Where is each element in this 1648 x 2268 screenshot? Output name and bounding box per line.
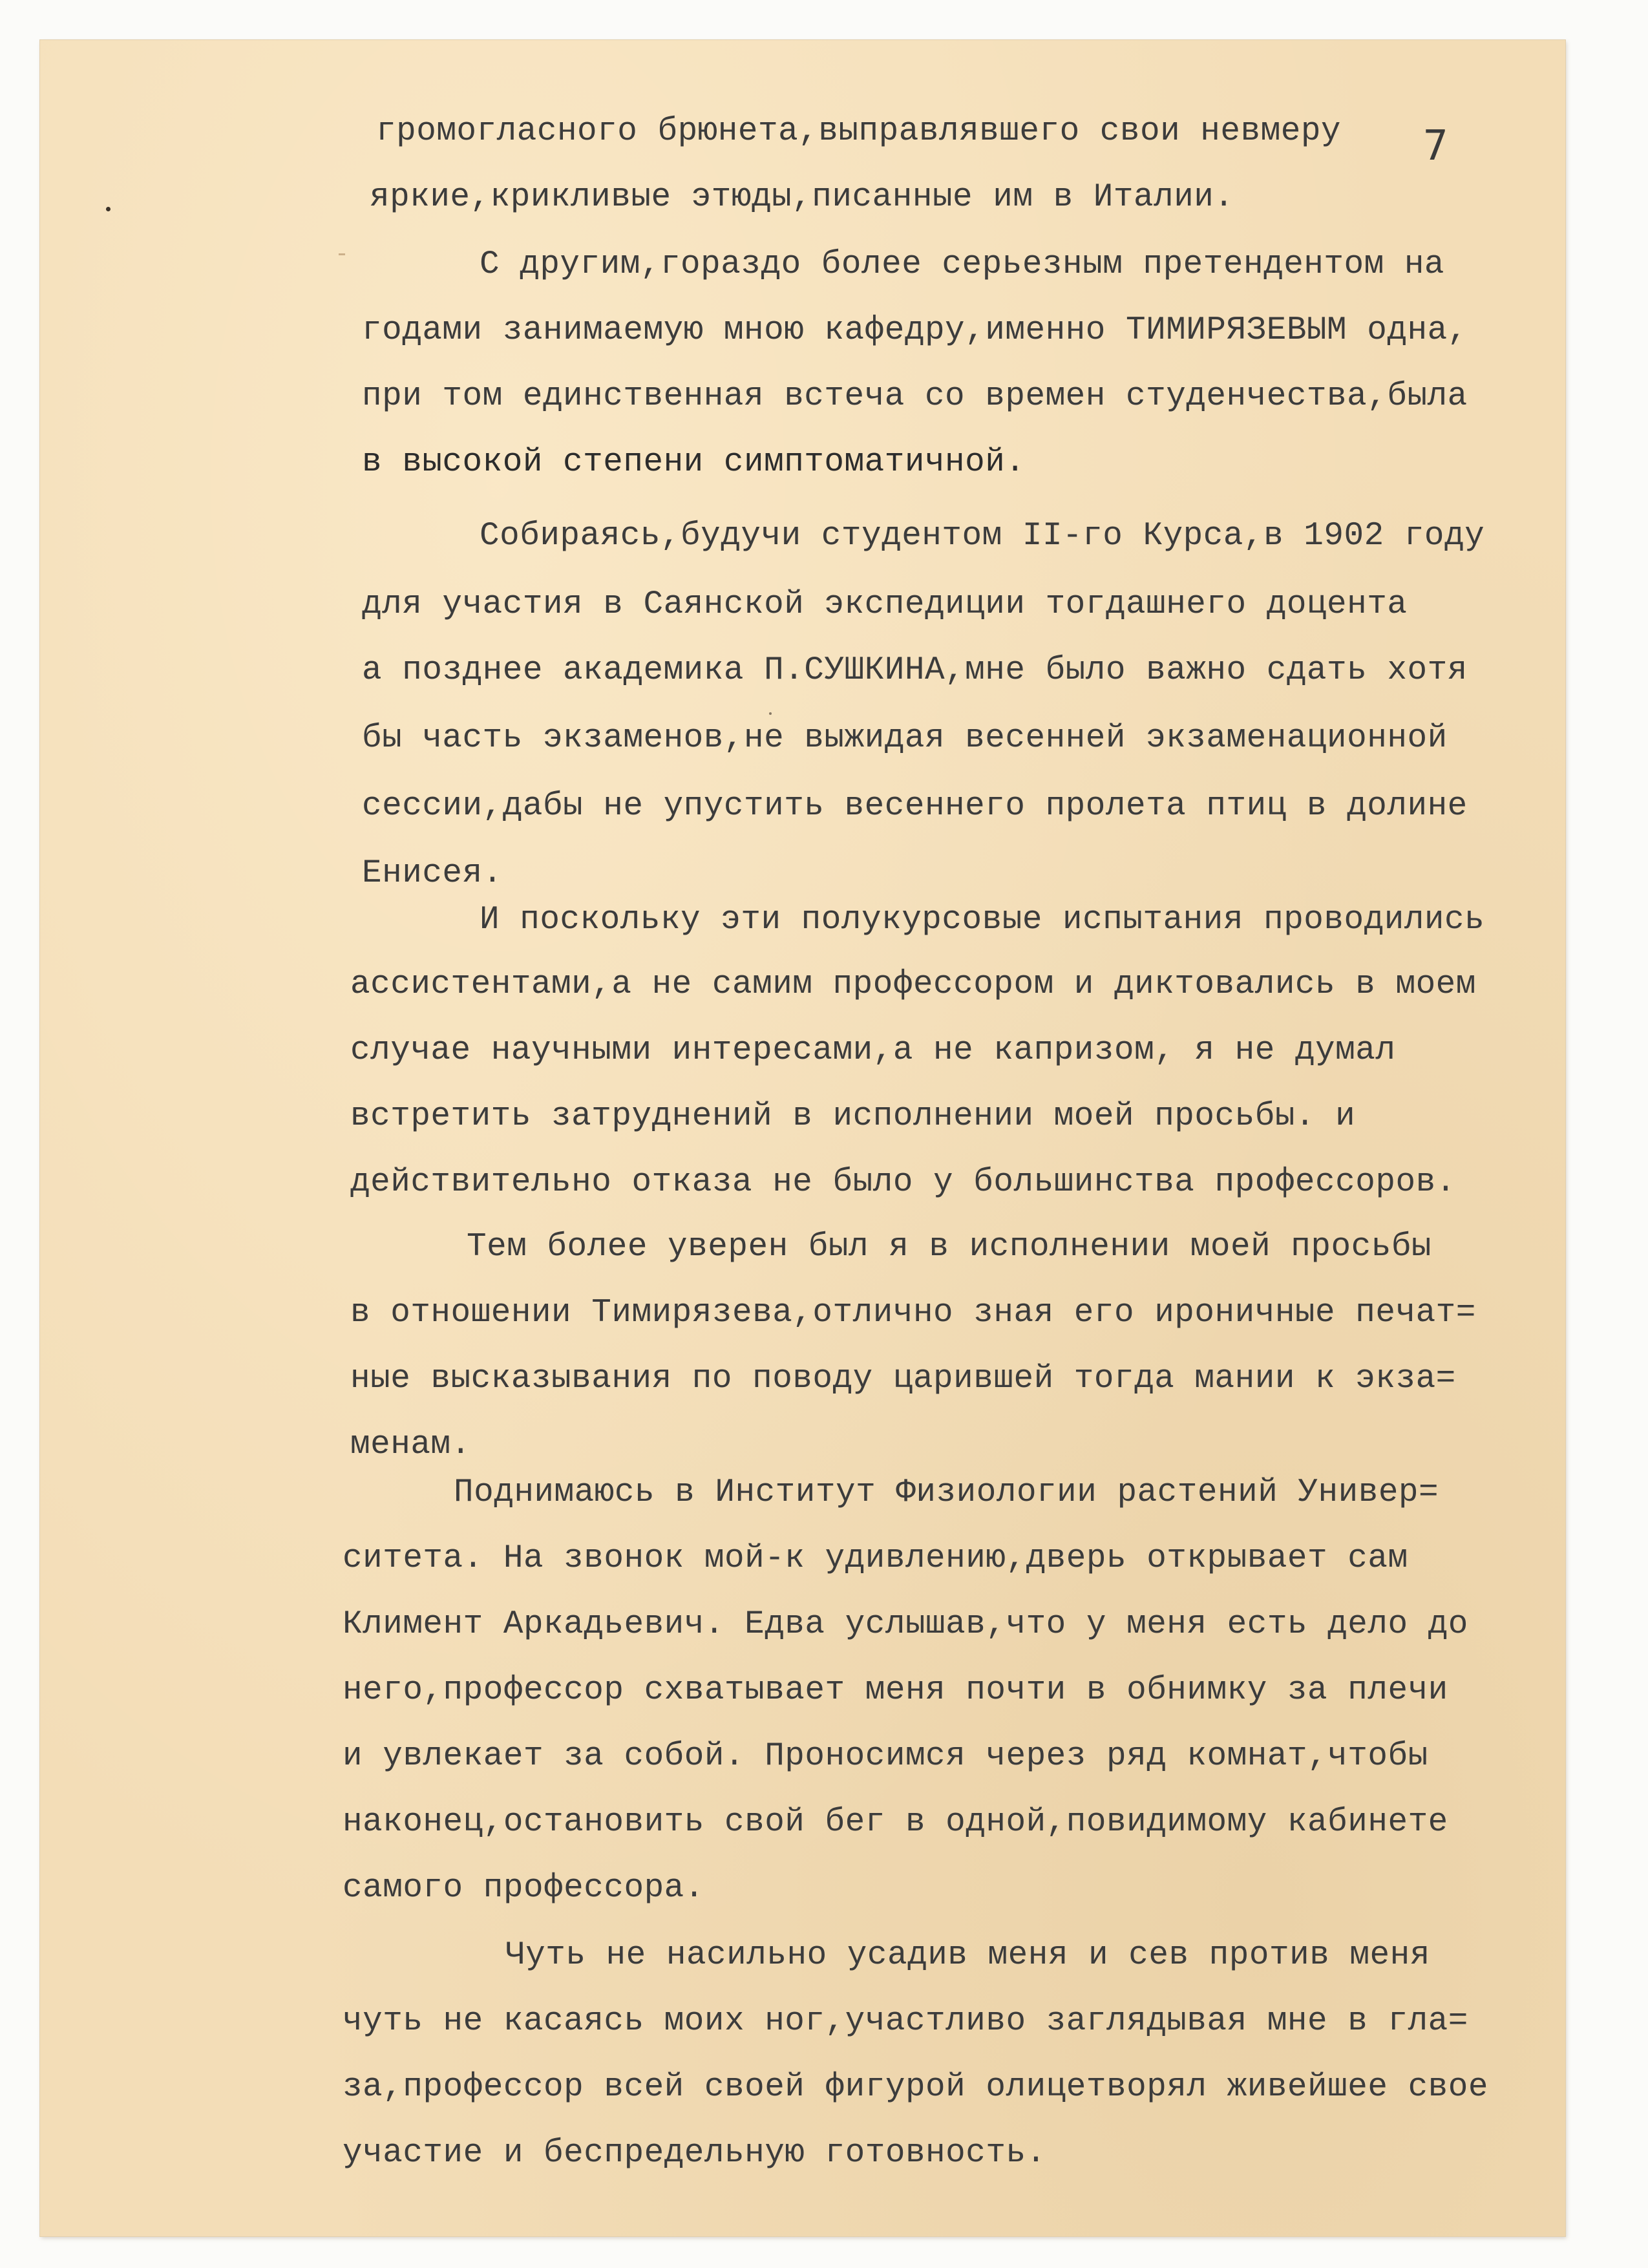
ink-speck (769, 712, 772, 715)
text-line: ситета. На звонок мой-к удивлению,дверь открывает сам (343, 1540, 1408, 1577)
text-line: чуть не касаясь моих ног,участливо заглядывая мне в гла= (343, 2003, 1468, 2040)
text-line: него,профессор схватывает меня почти в обнимку за плечи (343, 1672, 1448, 1709)
text-line: в высокой степени симптоматичной. (362, 444, 1026, 481)
text-line: годами занимаемую мною кафедру,именно ТИМИРЯЗЕВЫМ одна, (362, 312, 1468, 349)
text-line: действительно отказа не было у большинства профессоров. (350, 1164, 1456, 1201)
ink-speck (106, 207, 111, 211)
text-line: встретить затруднений в исполнении моей просьбы. и (350, 1098, 1356, 1135)
text-line: громогласного брюнета,выправлявшего свои невмеру (376, 113, 1342, 150)
text-line: самого профессора. (343, 1870, 704, 1907)
text-line: Поднимаюсь в Институт Физиологии растений Универ= (454, 1474, 1439, 1511)
text-line: ные высказывания по поводу царившей тогда мании к экза= (350, 1361, 1456, 1397)
text-line: случае научными интересами,а не капризом, я не думал (350, 1032, 1396, 1069)
text-line: Енисея. (362, 855, 503, 892)
text-line: Тем более уверен был я в исполнении моей просьбы (467, 1229, 1432, 1266)
text-line: в отношении Тимирязева,отлично зная его ироничные печат= (350, 1295, 1476, 1331)
typewritten-page (40, 40, 1565, 2236)
text-line: за,профессор всей своей фигурой олицетворял живейшее свое (343, 2069, 1488, 2106)
text-line: участие и беспредельную готовность. (343, 2135, 1046, 2172)
text-line: бы часть экзаменов,не выжидая весенней экзаменационной (362, 720, 1448, 757)
text-line: наконец,остановить свой бег в одной,повидимому кабинете (343, 1804, 1448, 1841)
text-line: Собираясь,будучи студентом II-го Курса,в 1902 году (480, 518, 1485, 555)
text-line: при том единственная встеча со времен студенчества,была (362, 378, 1468, 415)
paper-smudge (339, 253, 345, 255)
text-line: И поскольку эти полукурсовые испытания проводились (480, 902, 1485, 938)
text-line: яркие,крикливые этюды,писанные им в Италии. (370, 179, 1234, 216)
text-line: и увлекает за собой. Проносимся через ряд комнат,чтобы (343, 1738, 1428, 1775)
text-line: ассистентами,а не самим профессором и диктовались в моем (350, 966, 1476, 1003)
text-line: а позднее академика П.СУШКИНА,мне было важно сдать хотя (362, 652, 1468, 689)
text-line: С другим,гораздо более серьезным претендентом на (480, 246, 1445, 283)
text-line: сессии,дабы не упустить весеннего пролета птиц в долине (362, 788, 1468, 825)
page-number: 7 (1423, 122, 1448, 170)
text-line: Климент Аркадьевич. Едва услышав,что у меня есть дело до (343, 1606, 1468, 1643)
text-line: для участия в Саянской экспедиции тогдашнего доцента (362, 586, 1408, 623)
text-line: менам. (350, 1426, 471, 1463)
text-line: Чуть не насильно усадив меня и сев против меня (505, 1937, 1430, 1974)
